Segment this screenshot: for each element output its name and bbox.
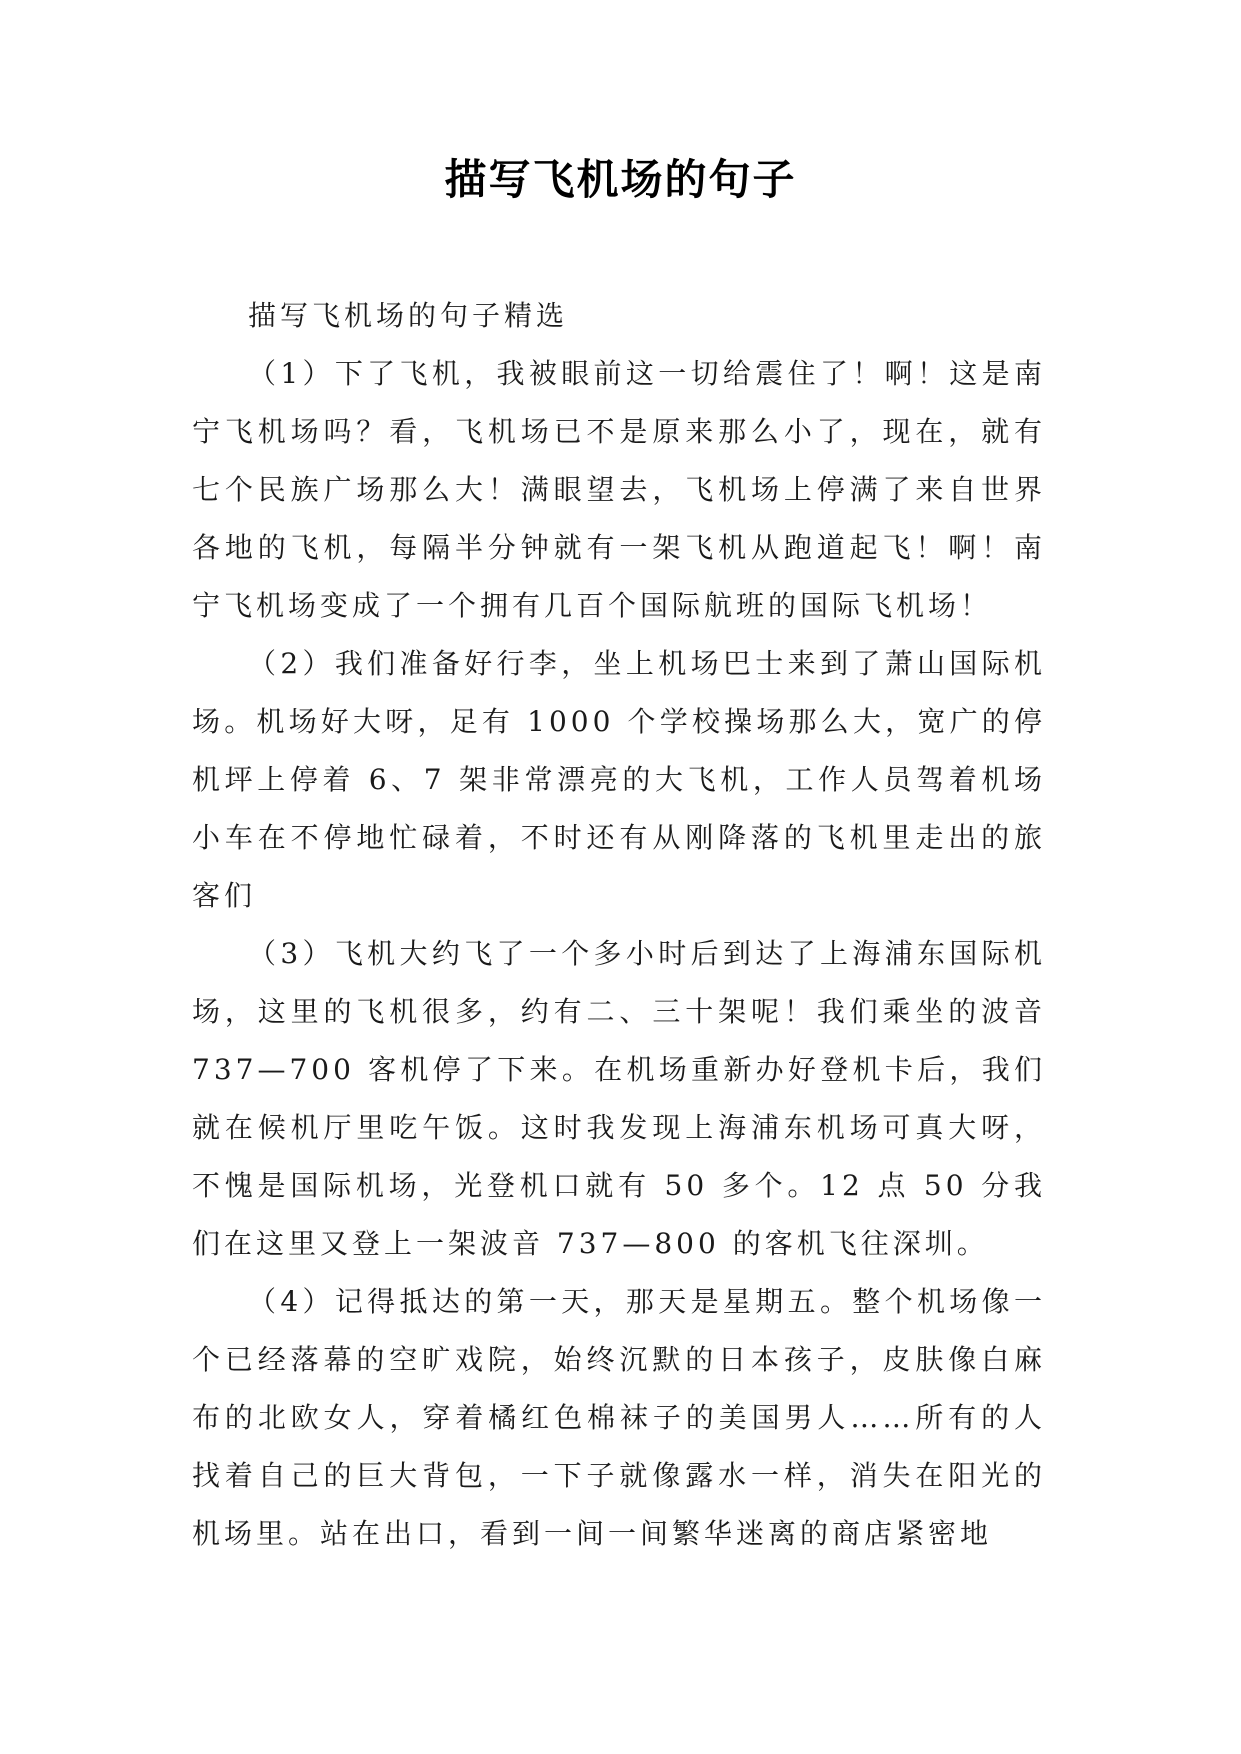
paragraph-2: （2）我们准备好行李，坐上机场巴士来到了萧山国际机场。机场好大呀，足有 1000 个学校操场那么大，宽广的停机坪上停着 6、7 架非常漂亮的大飞机，工作人员驾着机场小车在不停地忙碌着，不时还有从刚降落的飞机里走出的旅客们 bbox=[192, 647, 1046, 912]
subtitle-paragraph: 描写飞机场的句子精选 bbox=[248, 299, 569, 332]
paragraph-3: （3）飞机大约飞了一个多小时后到达了上海浦东国际机场，这里的飞机很多，约有二、三十架呢！我们乘坐的波音 737—700 客机停了下来。在机场重新办好登机卡后，我们就在候机厅里吃午饭。这时我发现上海浦东机场可真大呀，不愧是国际机场，光登机口就有 50 多个。12 点 50 分我们在这里又登上一架波音 737—800 的客机飞往深圳。 bbox=[192, 937, 1046, 1260]
paragraph-4: （4）记得抵达的第一天，那天是星期五。整个机场像一个已经落幕的空旷戏院，始终沉默的日本孩子，皮肤像白麻布的北欧女人，穿着橘红色棉袜子的美国男人……所有的人找着自己的巨大背包，一下子就像露水一样，消失在阳光的机场里。站在出口，看到一间一间繁华迷离的商店紧密地 bbox=[192, 1285, 1046, 1550]
paragraph-1: （1）下了飞机，我被眼前这一切给震住了！啊！这是南宁飞机场吗？看，飞机场已不是原来那么小了，现在，就有七个民族广场那么大！满眼望去，飞机场上停满了来自世界各地的飞机，每隔半分钟就有一架飞机从跑道起飞！啊！南宁飞机场变成了一个拥有几百个国际航班的国际飞机场！ bbox=[192, 357, 1046, 622]
document-body bbox=[192, 287, 1046, 1563]
document-title: 描写飞机场的句子 bbox=[444, 155, 797, 204]
